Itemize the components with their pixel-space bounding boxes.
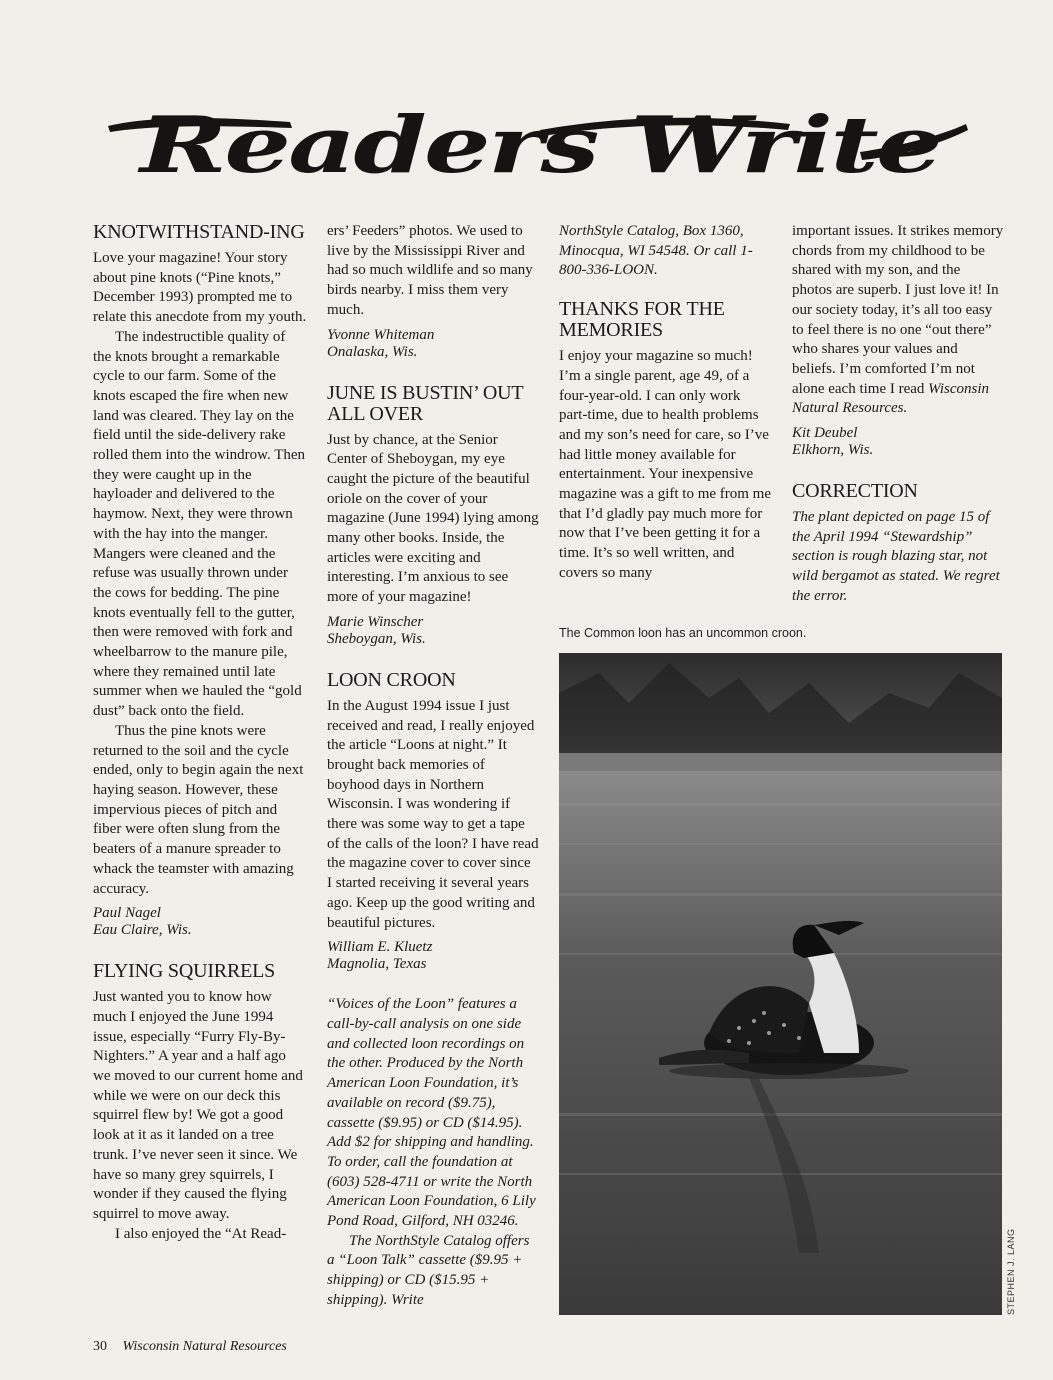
signature [327, 614, 539, 648]
editor-note-paragraph: The NorthStyle Catalog offers a “Loon Talk” cassette ($9.95 + shipping) or CD ($15.95 + shipping). Write [327, 1232, 530, 1308]
signature-name: William E. Kluetz [327, 939, 433, 956]
signature-name: Yvonne Whiteman [327, 326, 435, 343]
editor-note [327, 995, 539, 1310]
signature-place: Magnolia, Texas [327, 956, 427, 973]
letter-paragraph: In the August 1994 issue I just received and read, I really enjoyed the article “Loons at night.” It brought back memories of boyhood days in Northern Wisconsin. I was wondering if there was some way to get a tape of the calls of the loon? I have read the magazine cover to cover since I started receiving it several years ago. Keep up the good writing and beautiful pictures. [327, 697, 539, 931]
letter-paragraph: Just wanted you to know how much I enjoyed the June 1994 issue, especially “Furry Fly-By-Nighters.” A year and a half ago we moved to our current home and while we were on our deck this squirrel flew by! We got a good look at it as it landed on a tree trunk. I’ve never seen it since. We have so many grey squirrels, I wonder if they caused the flying squirrel to move away. [93, 989, 303, 1222]
column-1 [93, 222, 307, 1244]
masthead-title: Readers Write [137, 100, 940, 188]
editor-note [559, 222, 771, 281]
correction-text: The plant depicted on page 15 of the April 1994 “Stewardship” section is rough blazing star, not wild bergamot as stated. We regret the error. [792, 509, 1000, 604]
letter-paragraph: The indestructible quality of the knots brought a remarkable cycle to our farm. Some of the knots escaped the fire when new land was cleared. They lay on the field until the side-delivery rake rolled them into the windrow. Then they were caught up in the hayloader and delivered to the haymow. Next, they were thrown with the hay into the manger. Mangers were cleaned and the refuse was usually thrown under the cows for bedding. The pine knots eventually fell to the gutter, then were removed with fork and wheelbarrow to the manure pile, where they remained until late summer when we hauled the “gold dust” back onto the field. [93, 328, 306, 720]
heading-thanks: THANKS FOR THE MEMORIES [559, 298, 725, 342]
signature [327, 939, 539, 973]
publication-title: Wisconsin Natural Resources [122, 1339, 287, 1354]
heading-flying-squirrels: FLYING SQUIRRELS [93, 960, 276, 983]
loon-photo-image [559, 653, 1002, 1315]
photo-credit: STEPHEN J. LANG [1006, 1228, 1016, 1315]
heading-june: JUNE IS BUSTIN’ OUT ALL OVER [327, 381, 524, 425]
signature [93, 905, 307, 939]
letter-paragraph: Love your magazine! Your story about pine knots (“Pine knots,” December 1993) prompted me to relate this anecdote from my youth. [93, 250, 307, 326]
photo-caption: The Common loon has an uncommon croon. [559, 626, 807, 640]
signature-place: Elkhorn, Wis. [792, 442, 874, 459]
column-3 [559, 222, 771, 584]
page-footer [93, 1339, 287, 1355]
heading-loon-croon: LOON CROON [327, 668, 456, 691]
letter-paragraph: I enjoy your magazine so much! I’m a single parent, age 49, of a four-year-old. I can only work part-time, due to health problems and my son’s need for care, so I’ve had little money available for entertainment. Your inexpensive magazine was a gift to me from me that I’d gladly pay much more for now that I’ve been getting it for a time. It’s so well written, and covers so many [559, 348, 772, 581]
letter-paragraph: ers’ Feeders” photos. We used to live by the Mississippi River and had so much wildlife and so many birds nearby. I miss them very much. [327, 223, 533, 318]
publication-name: Wisconsin Natural Resources. [792, 380, 990, 417]
letter-paragraph: important issues. It strikes memory chords from my childhood to be shared with my son, and the photos are superb. I just love it! In our society today, it’s all too easy to feel there is no one “out there” who shares your values and beliefs. I’m comforted I’m not alone each time I read Wisconsin Natural Resources. [792, 223, 1004, 417]
editor-note-paragraph: “Voices of the Loon” features a call-by-call analysis on one side and collected loon recordings on the other. Produced by the North American Loon Foundation, it’s available on record ($9.75), cassette ($9.95) or CD ($14.95). Add $2 for shipping and handling. To order, call the foundation at (603) 528-4711 or write the North American Loon Foundation, 6 Lily Pond Road, Gilford, NH 03246. [327, 996, 536, 1230]
editor-note-paragraph: NorthStyle Catalog, Box 1360, Minocqua, WI 54548. Or call 1-800-336-LOON. [559, 223, 753, 279]
signature-place: Onalaska, Wis. [327, 343, 418, 360]
signature-name: Marie Winscher [327, 613, 424, 630]
signature-place: Sheboygan, Wis. [327, 630, 426, 647]
letter-paragraph: I also enjoyed the “At Read- [115, 1225, 287, 1242]
letter-paragraph: Thus the pine knots were returned to the soil and the cycle ended, only to begin again the next haying season. However, these impervious pieces of pitch and fiber were often slung from the beaters of a manure spreader to whack the teamster with amazing accuracy. [93, 722, 304, 897]
signature [327, 327, 539, 361]
loon-photo [559, 653, 1002, 1315]
column-2 [327, 222, 539, 1311]
page-number: 30 [93, 1339, 107, 1354]
signature [792, 425, 1004, 459]
letter-paragraph: Just by chance, at the Senior Center of Sheboygan, my eye caught the picture of the beautiful oriole on the cover of your magazine (June 1994) lying among many other books. Inside, the articles were exciting and interesting. I’m anxious to see more of your magazine! [327, 431, 539, 606]
masthead-logo [100, 96, 970, 188]
heading-correction: CORRECTION [792, 480, 918, 503]
signature-name: Paul Nagel [93, 905, 161, 922]
signature-name: Kit Deubel [792, 425, 858, 442]
heading-knotwithstanding: KNOTWITHSTAND-ING [93, 221, 305, 243]
column-4 [792, 222, 1004, 607]
masthead [100, 96, 970, 188]
signature-place: Eau Claire, Wis. [93, 922, 192, 939]
